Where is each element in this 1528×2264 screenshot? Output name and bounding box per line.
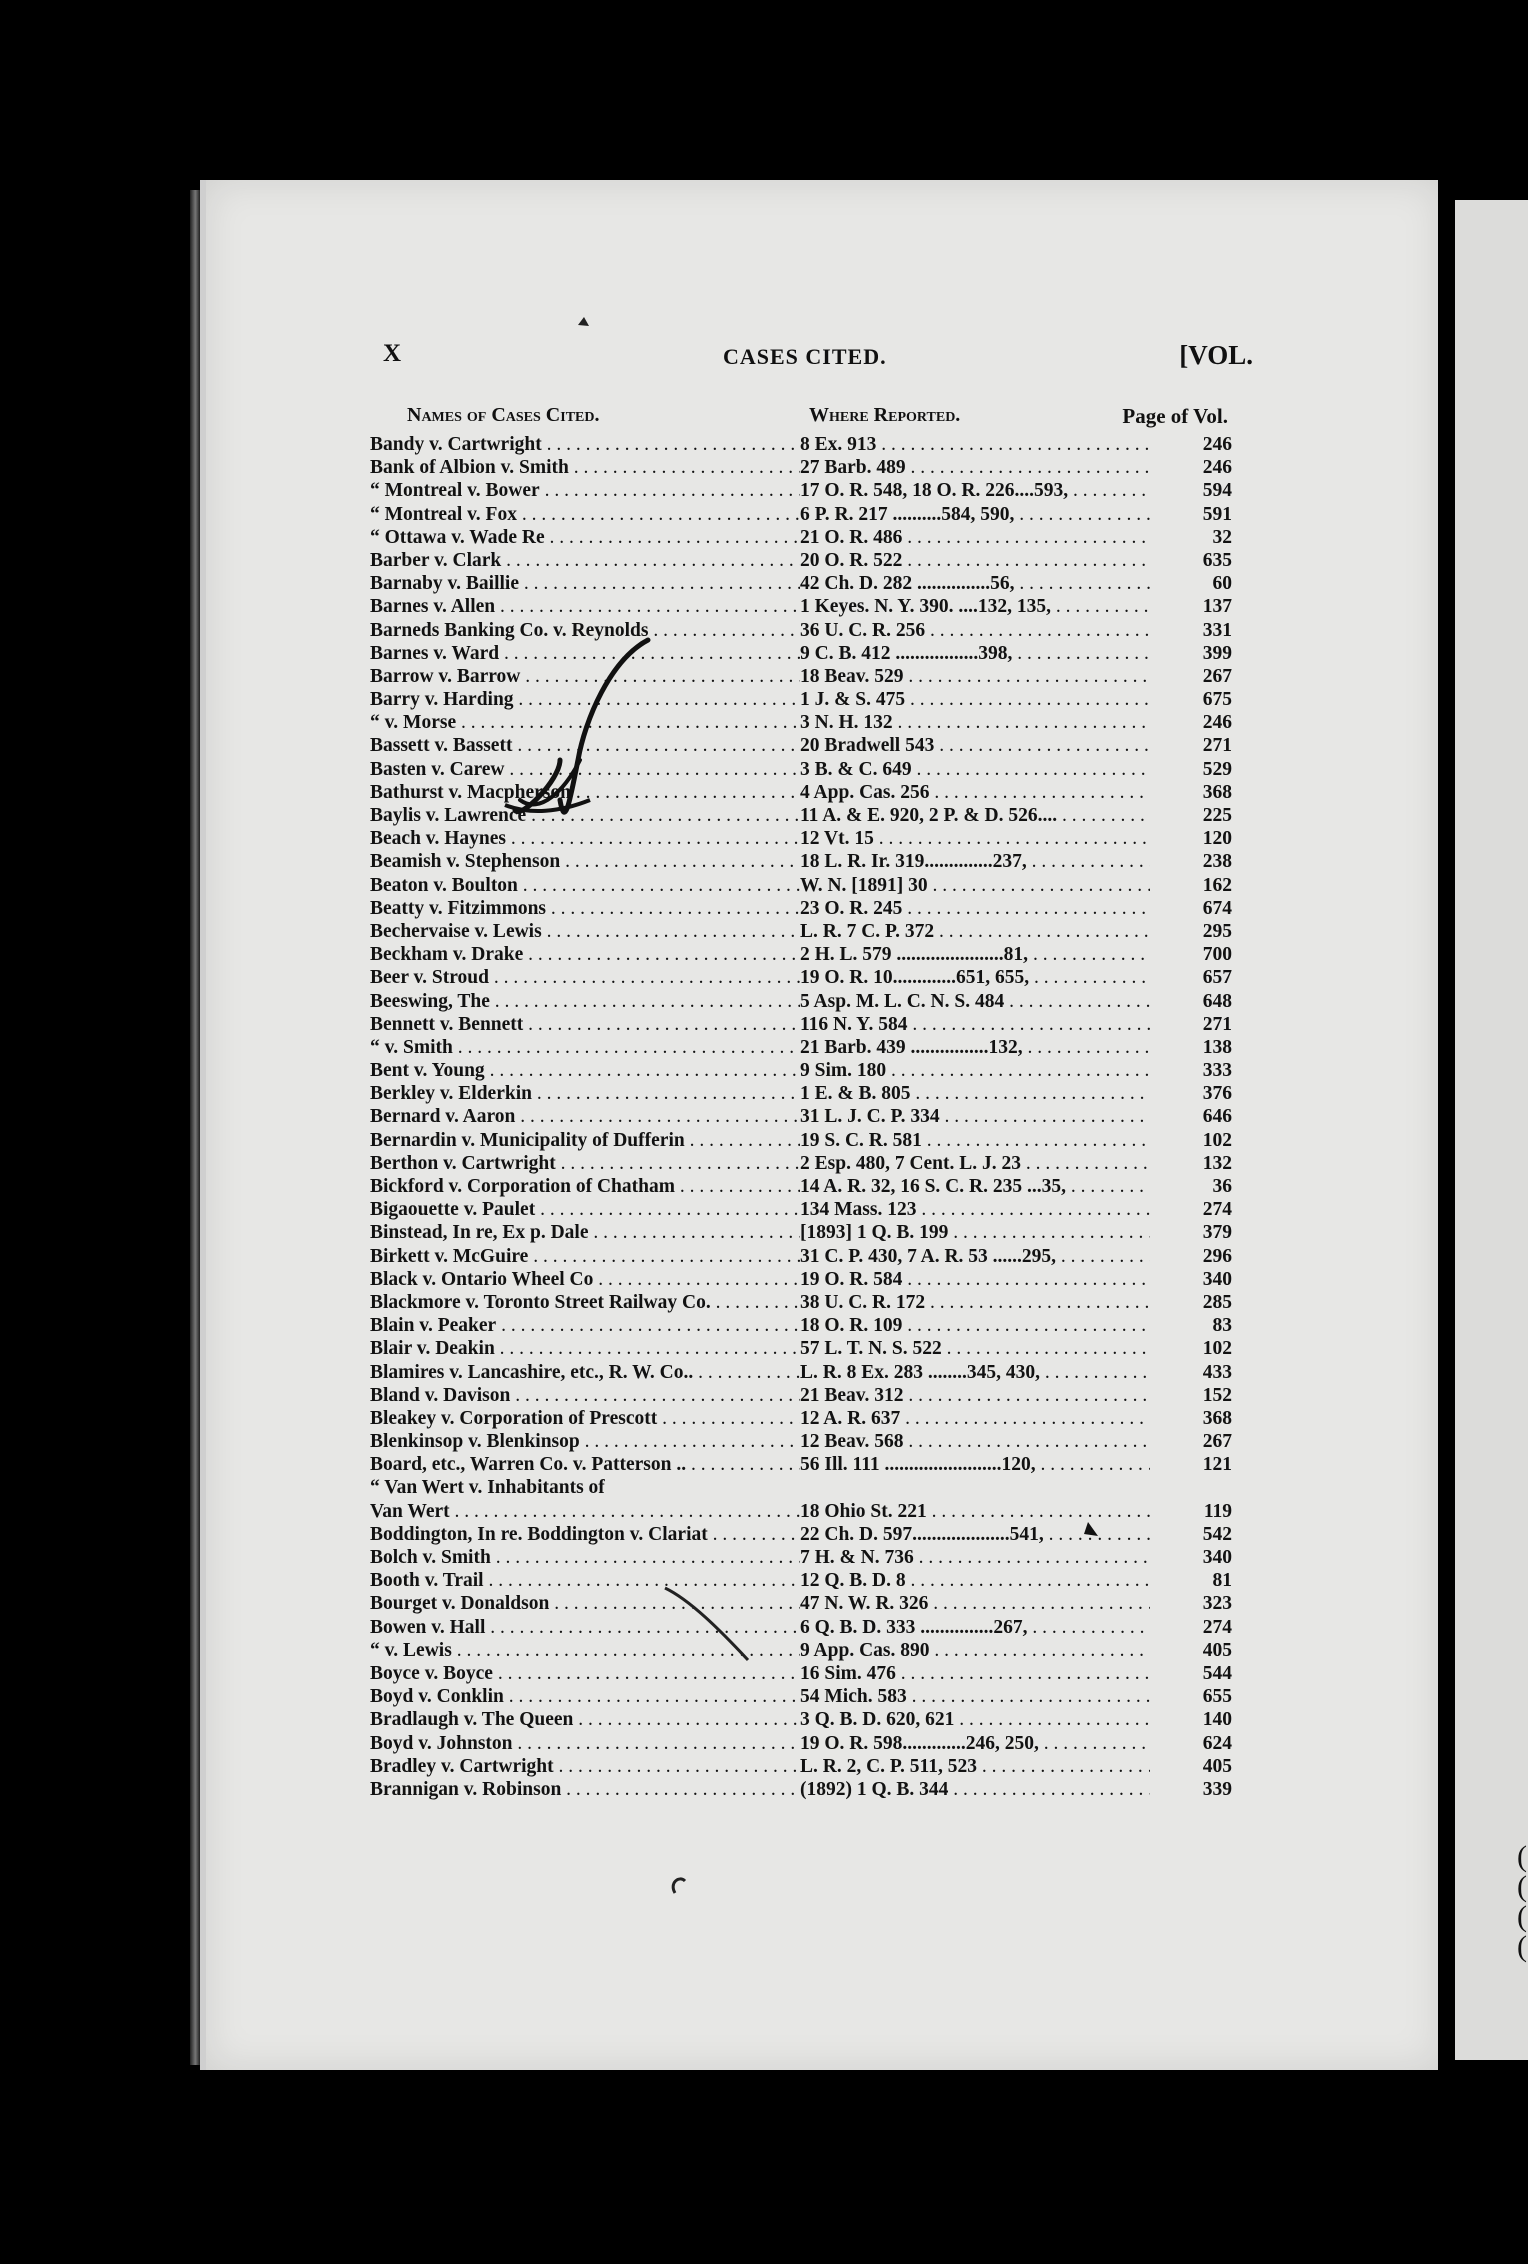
case-name: “ v. Lewis . . . [370,1640,800,1662]
case-name: Beaton v. Boulton . . . [370,875,800,897]
case-entry [370,1570,1232,1593]
case-entry [370,1199,1232,1222]
case-entry [370,1709,1232,1732]
where-reported: 31 L. J. C. P. 334 . . . [800,1106,1150,1128]
page-of-vol: 657 [1199,967,1232,989]
page-of-vol: 60 [1209,573,1233,595]
page-of-vol: 140 [1199,1709,1232,1731]
running-head [383,340,1253,380]
case-entry [370,735,1232,758]
where-reported: 56 Ill. 111 ........................120, . . . [800,1454,1150,1476]
where-reported: 18 Ohio St. 221 . . . [800,1501,1150,1523]
page-of-vol: 339 [1199,1779,1232,1801]
page-of-vol: 591 [1199,504,1232,526]
case-entry [370,1222,1232,1245]
where-reported: (1892) 1 Q. B. 344 . . . [800,1779,1150,1801]
where-reported: 21 Beav. 312 . . . [800,1385,1150,1407]
page-of-vol: 624 [1199,1733,1232,1755]
case-name: Bradlaugh v. The Queen . . . [370,1709,800,1731]
column-headers [383,404,1233,434]
case-entry [370,991,1232,1014]
where-reported: L. R. 7 C. P. 372 . . . [800,921,1150,943]
where-reported: 5 Asp. M. L. C. N. S. 484 . . . [800,991,1150,1013]
where-reported: L. R. 8 Ex. 283 ........345, 430, . . . [800,1362,1150,1384]
where-reported: 14 A. R. 32, 16 S. C. R. 235 ...35, . . . [800,1176,1150,1198]
where-reported: 12 Q. B. D. 8 . . . [800,1570,1150,1592]
page-of-vol: 267 [1199,1431,1232,1453]
page-of-vol: 405 [1199,1756,1232,1778]
case-name: Bleakey v. Corporation of Prescott . . . [370,1408,800,1430]
case-name: “ v. Morse . . . [370,712,800,734]
where-reported: 47 N. W. R. 326 . . . [800,1593,1150,1615]
case-name: Bowen v. Hall . . . [370,1617,800,1639]
case-name: Beatty v. Fitzimmons . . . [370,898,800,920]
case-name: Barnes v. Ward . . . [370,643,800,665]
where-reported: 1 J. & S. 475 . . . [800,689,1150,711]
where-reported: 27 Barb. 489 . . . [800,457,1150,479]
page-of-vol: 246 [1199,712,1232,734]
where-reported: 18 Beav. 529 . . . [800,666,1150,688]
case-name: “ Ottawa v. Wade Re . . . [370,527,800,549]
page-of-vol: 138 [1199,1037,1232,1059]
case-entry [370,1083,1232,1106]
where-reported: 19 O. R. 598.............246, 250, . . . [800,1733,1150,1755]
case-name: Bourget v. Donaldson . . . [370,1593,800,1615]
case-name: Beach v. Haynes . . . [370,828,800,850]
case-name: Barnes v. Allen . . . [370,596,800,618]
page-of-vol: 225 [1199,805,1232,827]
page-of-vol: 36 [1209,1176,1233,1198]
case-entry [370,1501,1232,1524]
case-entry [370,1663,1232,1686]
case-name: Blain v. Peaker . . . [370,1315,800,1337]
page-of-vol: 274 [1199,1617,1232,1639]
case-entry [370,1733,1232,1756]
case-entry [370,759,1232,782]
where-reported: 1 Keyes. N. Y. 390. ....132, 135, . . . [800,596,1150,618]
case-entry [370,1153,1232,1176]
page-of-vol: 83 [1209,1315,1233,1337]
where-reported: 2 Esp. 480, 7 Cent. L. J. 23 . . . [800,1153,1150,1175]
page-of-vol: 102 [1199,1130,1232,1152]
page-of-vol: 433 [1199,1362,1232,1384]
case-entry [370,1431,1232,1454]
header-page: Page of Vol. [1122,404,1228,428]
case-entry [370,1454,1232,1477]
case-entry [370,596,1232,619]
where-reported: 21 O. R. 486 . . . [800,527,1150,549]
case-name: Booth v. Trail . . . [370,1570,800,1592]
page-of-vol: 529 [1199,759,1232,781]
where-reported: 2 H. L. 579 ......................81, . . . [800,944,1150,966]
case-name: Barry v. Harding . . . [370,689,800,711]
where-reported: 11 A. & E. 920, 2 P. & D. 526.... . . . [800,805,1150,827]
header-names: Names of Cases Cited. [407,404,600,426]
where-reported: 19 O. R. 584 . . . [800,1269,1150,1291]
where-reported: 19 O. R. 10.............651, 655, . . . [800,967,1150,989]
where-reported: 6 Q. B. D. 333 ...............267, . . . [800,1617,1150,1639]
page-of-vol: 544 [1199,1663,1232,1685]
where-reported: 38 U. C. R. 172 . . . [800,1292,1150,1314]
case-entry [370,620,1232,643]
page-of-vol: 674 [1199,898,1232,920]
header-where: Where Reported. [809,404,961,426]
page-of-vol: 655 [1199,1686,1232,1708]
volume-label: [VOL. [1179,340,1253,370]
case-list [370,434,1232,1802]
page-of-vol: 333 [1199,1060,1232,1082]
case-entry [370,1176,1232,1199]
case-name: Bassett v. Bassett . . . [370,735,800,757]
page-of-vol: 646 [1199,1106,1232,1128]
case-name: “ Montreal v. Fox . . . [370,504,800,526]
case-entry [370,666,1232,689]
case-name: Bigaouette v. Paulet . . . [370,1199,800,1221]
page-of-vol: 120 [1199,828,1232,850]
case-name: Beamish v. Stephenson . . . [370,851,800,873]
case-entry [370,805,1232,828]
where-reported: 9 App. Cas. 890 . . . [800,1640,1150,1662]
where-reported: 116 N. Y. 584 . . . [800,1014,1150,1036]
case-name: Bland v. Davison . . . [370,1385,800,1407]
case-name: Berthon v. Cartwright . . . [370,1153,800,1175]
page-of-vol: 635 [1199,550,1232,572]
where-reported: 8 Ex. 913 . . . [800,434,1150,456]
where-reported: 7 H. & N. 736 . . . [800,1547,1150,1569]
case-entry [370,921,1232,944]
case-entry [370,1477,1232,1500]
where-reported: 20 Bradwell 543 . . . [800,735,1150,757]
case-entry [370,712,1232,735]
page-of-vol: 295 [1199,921,1232,943]
page-of-vol: 121 [1199,1454,1232,1476]
page-of-vol: 32 [1209,527,1233,549]
case-name: “ Montreal v. Bower . . . [370,480,800,502]
case-entry [370,573,1232,596]
where-reported: 12 Vt. 15 . . . [800,828,1150,850]
case-entry [370,967,1232,990]
case-name: Boyd v. Conklin . . . [370,1686,800,1708]
case-entry [370,1037,1232,1060]
where-reported: 42 Ch. D. 282 ...............56, . . . [800,573,1150,595]
case-entry [370,851,1232,874]
case-name: Bent v. Young . . . [370,1060,800,1082]
page-of-vol: 285 [1199,1292,1232,1314]
where-reported: 18 O. R. 109 . . . [800,1315,1150,1337]
case-name: Board, etc., Warren Co. v. Patterson .. . . . [370,1454,800,1476]
case-name: Beer v. Stroud . . . [370,967,800,989]
page-of-vol: 340 [1199,1547,1232,1569]
page-of-vol: 271 [1199,735,1232,757]
page-of-vol: 542 [1199,1524,1232,1546]
case-entry [370,875,1232,898]
case-name: Barneds Banking Co. v. Reynolds . . . [370,620,800,642]
case-name: Bechervaise v. Lewis . . . [370,921,800,943]
where-reported: W. N. [1891] 30 . . . [800,875,1150,897]
case-name: Bandy v. Cartwright . . . [370,434,800,456]
where-reported: 9 Sim. 180 . . . [800,1060,1150,1082]
case-entry [370,643,1232,666]
where-reported: 4 App. Cas. 256 . . . [800,782,1150,804]
case-name: Bolch v. Smith . . . [370,1547,800,1569]
where-reported: 20 O. R. 522 . . . [800,550,1150,572]
page-of-vol: 399 [1199,643,1232,665]
page-of-vol: 323 [1199,1593,1232,1615]
case-name: Boddington, In re. Boddington v. Clariat . . . [370,1524,800,1546]
page-of-vol: 675 [1199,689,1232,711]
page-of-vol: 132 [1199,1153,1232,1175]
case-name: Barber v. Clark . . . [370,550,800,572]
case-entry [370,898,1232,921]
page-of-vol: 700 [1199,944,1232,966]
case-entry [370,828,1232,851]
case-name: Bradley v. Cartwright . . . [370,1756,800,1778]
page-of-vol: 152 [1199,1385,1232,1407]
case-name: Beckham v. Drake . . . [370,944,800,966]
where-reported: 18 L. R. Ir. 319..............237, . . . [800,851,1150,873]
case-name: Barnaby v. Baillie . . . [370,573,800,595]
case-entry [370,457,1232,480]
page-of-vol: 376 [1199,1083,1232,1105]
case-name: Black v. Ontario Wheel Co . . . [370,1269,800,1291]
case-name: Bank of Albion v. Smith . . . [370,457,800,479]
page-of-vol: 271 [1199,1014,1232,1036]
case-entry [370,1014,1232,1037]
where-reported: 6 P. R. 217 ..........584, 590, . . . [800,504,1150,526]
case-name: Bathurst v. Macpherson . . . [370,782,800,804]
where-reported: 12 Beav. 568 . . . [800,1431,1150,1453]
case-name: Blackmore v. Toronto Street Railway Co. . . . [370,1292,800,1314]
where-reported: 3 B. & C. 649 . . . [800,759,1150,781]
where-reported: 1 E. & B. 805 . . . [800,1083,1150,1105]
where-reported: 16 Sim. 476 . . . [800,1663,1150,1685]
page-of-vol: 296 [1199,1246,1232,1268]
case-entry [370,1246,1232,1269]
page-of-vol: 368 [1199,1408,1232,1430]
page-title: CASES CITED. [723,344,887,369]
page-of-vol: 648 [1199,991,1232,1013]
page-of-vol: 274 [1199,1199,1232,1221]
page-of-vol: 379 [1199,1222,1232,1244]
page-of-vol: 81 [1209,1570,1233,1592]
case-entry [370,1269,1232,1292]
page-of-vol: 246 [1199,434,1232,456]
case-entry [370,1408,1232,1431]
where-reported: 9 C. B. 412 .................398, . . . [800,643,1150,665]
case-entry [370,1593,1232,1616]
case-entry [370,480,1232,503]
where-reported: 22 Ch. D. 597....................541, . . . [800,1524,1150,1546]
where-reported: 134 Mass. 123 . . . [800,1199,1150,1221]
page-of-vol: 246 [1199,457,1232,479]
where-reported: 3 Q. B. D. 620, 621 . . . [800,1709,1150,1731]
page-of-vol: 405 [1199,1640,1232,1662]
page-of-vol: 102 [1199,1338,1232,1360]
case-entry [370,689,1232,712]
case-name: Bennett v. Bennett . . . [370,1014,800,1036]
case-entry [370,1756,1232,1779]
case-name: Brannigan v. Robinson . . . [370,1779,800,1801]
where-reported: 23 O. R. 245 . . . [800,898,1150,920]
case-entry [370,1106,1232,1129]
case-name: Beeswing, The . . . [370,991,800,1013]
case-entry [370,527,1232,550]
case-name: Basten v. Carew . . . [370,759,800,781]
case-name: Berkley v. Elderkin . . . [370,1083,800,1105]
case-entry [370,1060,1232,1083]
case-entry [370,1640,1232,1663]
case-entry [370,1686,1232,1709]
case-name: Blenkinsop v. Blenkinsop . . . [370,1431,800,1453]
case-name: “ Van Wert v. Inhabitants of [370,1477,605,1499]
where-reported: 19 S. C. R. 581 . . . [800,1130,1150,1152]
page-of-vol: 137 [1199,596,1232,618]
case-name: Barrow v. Barrow . . . [370,666,800,688]
page-of-vol: 119 [1200,1501,1232,1523]
where-reported: 54 Mich. 583 . . . [800,1686,1150,1708]
page-number: X [383,340,402,367]
case-entry [370,1617,1232,1640]
where-reported: 57 L. T. N. S. 522 . . . [800,1338,1150,1360]
case-name: Bernardin v. Municipality of Dufferin . . . [370,1130,800,1152]
case-entry [370,1362,1232,1385]
where-reported: 21 Barb. 439 ................132, . . . [800,1037,1150,1059]
case-entry [370,1315,1232,1338]
page-of-vol: 267 [1199,666,1232,688]
case-entry [370,1292,1232,1315]
case-entry [370,1130,1232,1153]
where-reported: 31 C. P. 430, 7 A. R. 53 ......295, . . . [800,1246,1150,1268]
case-entry [370,782,1232,805]
case-name: Blair v. Deakin . . . [370,1338,800,1360]
page-of-vol: 340 [1199,1269,1232,1291]
case-entry [370,434,1232,457]
case-entry [370,944,1232,967]
page-of-vol: 331 [1199,620,1232,642]
case-entry [370,504,1232,527]
where-reported: 17 O. R. 548, 18 O. R. 226....593, . . . [800,480,1150,502]
where-reported: 12 A. R. 637 . . . [800,1408,1150,1430]
page-of-vol: 368 [1199,782,1232,804]
case-entry [370,1779,1232,1802]
case-name: Bickford v. Corporation of Chatham . . . [370,1176,800,1198]
case-name: Boyce v. Boyce . . . [370,1663,800,1685]
where-reported: L. R. 2, C. P. 511, 523 . . . [800,1756,1150,1778]
case-name: Van Wert . . . [370,1501,800,1523]
where-reported: 36 U. C. R. 256 . . . [800,620,1150,642]
case-name: Binstead, In re, Ex p. Dale . . . [370,1222,800,1244]
case-entry [370,1338,1232,1361]
page-of-vol: 594 [1199,480,1232,502]
case-entry [370,1524,1232,1547]
page-of-vol: 238 [1199,851,1232,873]
case-name: Boyd v. Johnston . . . [370,1733,800,1755]
case-name: Baylis v. Lawrence . . . [370,805,800,827]
case-name: Blamires v. Lancashire, etc., R. W. Co.. . . . [370,1362,800,1384]
where-reported: [1893] 1 Q. B. 199 . . . [800,1222,1150,1244]
case-name: Birkett v. McGuire . . . [370,1246,800,1268]
next-page-edge: ( ( ( ( [1455,200,1528,2060]
case-name: “ v. Smith . . . [370,1037,800,1059]
case-name: Bernard v. Aaron . . . [370,1106,800,1128]
case-entry [370,1385,1232,1408]
case-entry [370,1547,1232,1570]
where-reported: 3 N. H. 132 . . . [800,712,1150,734]
page-of-vol: 162 [1199,875,1232,897]
case-entry [370,550,1232,573]
